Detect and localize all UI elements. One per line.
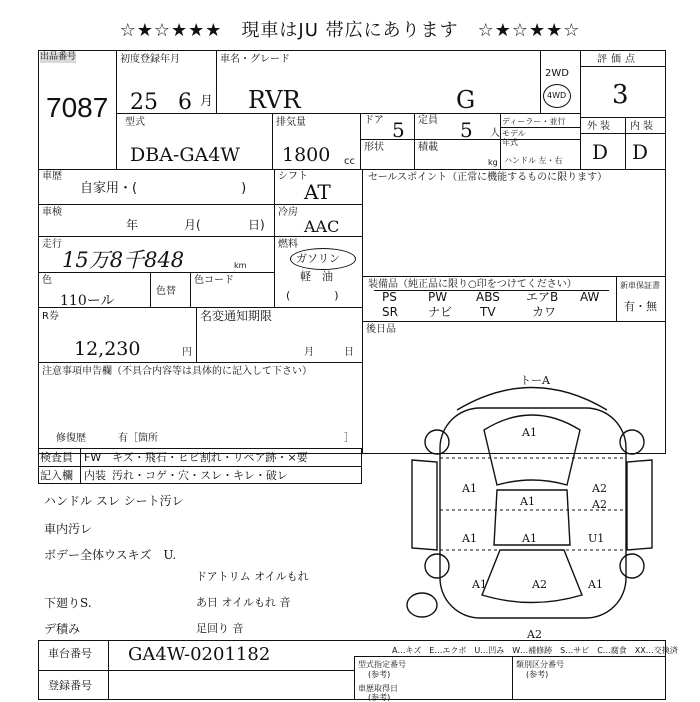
equipment-item: エアB xyxy=(526,290,559,304)
displacement-unit: cc xyxy=(344,156,355,167)
r-ken-unit: 円 xyxy=(182,347,192,358)
model-code: DBA-GA4W xyxy=(130,144,240,166)
history-value: 自家用・( ) xyxy=(80,181,247,196)
diagram-mark-rr: A1 xyxy=(588,578,603,591)
equipment-item: カワ xyxy=(532,305,557,319)
equipment-item: PS xyxy=(382,290,397,304)
drive-4wd-circle xyxy=(543,84,571,108)
diagram-mark-right-a2: A2 xyxy=(592,498,607,511)
model-year-label: モデル 年式 xyxy=(502,129,526,147)
car-name-label: 車名・グレード xyxy=(220,54,290,65)
fuel-option3: ( ) xyxy=(286,289,339,302)
doors-value: 5 xyxy=(392,118,405,142)
equipment-item: AW xyxy=(580,290,600,304)
fuel-circle xyxy=(290,248,356,270)
displacement-label: 排気量 xyxy=(276,117,306,128)
equipment-item: SR xyxy=(382,305,398,319)
registration-no-label: 登録番号 xyxy=(48,679,92,692)
recycle-label: 車歴取得日 xyxy=(358,684,398,693)
displacement-value: 1800 xyxy=(282,144,331,166)
interior-score: D xyxy=(632,140,649,164)
capacity-label: 定員 xyxy=(418,115,438,126)
r-ken-value: 12,230 xyxy=(74,338,141,360)
diagram-mark-left-door: A1 xyxy=(462,482,477,495)
model-label: 型式 xyxy=(125,117,145,128)
legend: A…キズ E…エクボ U…凹み W…補修跡 S…サビ C…腐食 XX…交換済 xyxy=(392,646,678,655)
color-change-label: 色替 xyxy=(156,286,176,297)
diagram-mark-right-door: A2 xyxy=(592,482,607,495)
sales-point-label: セールスポイント（正常に機能するものに限ります） xyxy=(368,172,608,183)
chassis-value: GA4W-0201182 xyxy=(128,644,271,665)
center-note: あ日 オイルもれ 音 xyxy=(196,596,291,609)
rear-seat-label: 後日品 xyxy=(366,324,396,335)
repair-close: ］ xyxy=(344,433,354,444)
header-banner: ☆★☆★★★ 現車はJU 帯広にあります ☆★☆★★☆ xyxy=(119,20,581,41)
shape-label: 形状 xyxy=(364,142,384,153)
load-label: 積載 xyxy=(418,142,438,153)
mileage-label: 走行 xyxy=(42,239,62,250)
name-change-day: 日 xyxy=(344,347,354,358)
category-label: 類別区分番号 xyxy=(516,660,564,669)
repair-value: 有［箇所 xyxy=(118,433,158,444)
fuel-option1: ガソリン xyxy=(296,252,340,265)
equipment-item: PW xyxy=(428,290,448,304)
diagram-mark-rl: A1 xyxy=(472,578,487,591)
repair-label: 修復歴 xyxy=(56,433,86,444)
fuel-label: 燃料 xyxy=(278,239,298,250)
handwritten-note: デ積み xyxy=(44,622,81,636)
diagram-mark-right-rear: U1 xyxy=(588,532,605,545)
chassis-label: 車台番号 xyxy=(48,647,92,660)
recycle-sub: (参考) xyxy=(368,693,391,702)
color-value: 110ール xyxy=(60,293,115,309)
capacity-unit: 人 xyxy=(490,128,500,139)
cooling-label: 冷房 xyxy=(278,207,298,218)
inspection-label: 車検 xyxy=(42,207,62,218)
registration-label: 初度登録年月 xyxy=(120,54,180,65)
diagram-mark-bumper: A2 xyxy=(527,628,542,640)
equipment-item: TV xyxy=(480,305,496,319)
center-note: ドアトリム オイルもれ xyxy=(196,570,309,583)
color-code-label: 色コード xyxy=(194,275,234,286)
model-spec-label: 型式指定番号 xyxy=(358,660,406,669)
exterior-score: D xyxy=(592,140,609,164)
dealer-label: ディーラー・並行 xyxy=(502,117,566,126)
mileage-unit: km xyxy=(234,261,247,270)
fw-items: キズ・飛石・ヒビ割れ・リペア跡・×要 xyxy=(112,451,308,464)
equipment-item: ABS xyxy=(476,290,500,304)
lot-label: 出品番号 xyxy=(40,52,77,62)
inner-label: 内装 xyxy=(84,469,106,482)
model-spec-sub: (参考) xyxy=(368,670,391,679)
car-grade: G xyxy=(456,86,476,114)
capacity-value: 5 xyxy=(460,118,473,142)
handle-label: ハンドル 左・右 xyxy=(504,156,563,165)
inspection-day: 日) xyxy=(248,218,265,232)
equipment-label: 装備品（純正品に限り○印をつけてください） xyxy=(368,279,577,290)
handwritten-note: ボデー全体ウスキズ U. xyxy=(44,548,177,562)
drive-2wd: 2WD xyxy=(545,68,569,79)
car-diagram xyxy=(392,370,672,640)
name-change-label: 名変通知期限 xyxy=(200,309,273,323)
notes-label: 注意事項申告欄（不具合内容等は具体的に記入して下さい） xyxy=(42,366,312,377)
name-change-month: 月 xyxy=(304,347,314,358)
rating-label: 評価点 xyxy=(597,54,639,65)
diagram-mark-left-rear: A1 xyxy=(462,532,477,545)
drive-4wd: 4WD xyxy=(547,91,567,100)
r-ken-label: R券 xyxy=(42,311,59,322)
shift-value: AT xyxy=(304,180,331,204)
load-unit: kg xyxy=(488,158,498,167)
registration-month: 6 xyxy=(178,90,192,115)
category-sub: (参考) xyxy=(526,670,549,679)
center-note: 足回り 音 xyxy=(196,622,244,635)
lot-number: 7087 xyxy=(46,92,109,123)
inspection-month: 月( xyxy=(184,218,201,232)
warranty-label: 新車保証書 xyxy=(620,281,660,290)
exterior-label: 外装 xyxy=(587,121,613,132)
diagram-mark-tail: A2 xyxy=(532,578,547,591)
car-name: RVR xyxy=(248,86,301,114)
diagram-mark-hood: A1 xyxy=(522,426,537,439)
inspection-year: 年 xyxy=(126,218,139,232)
mileage-value: 15万8千848 xyxy=(62,248,185,272)
color-label: 色 xyxy=(42,275,52,286)
shift-label: シフト xyxy=(278,171,308,182)
cooling-value: AAC xyxy=(304,217,340,236)
rating-score: 3 xyxy=(612,80,629,110)
diagram-mark-trunk: A1 xyxy=(522,532,537,545)
registration-month-unit: 月 xyxy=(200,94,214,109)
registration-year: 25 xyxy=(130,90,158,115)
handwritten-note: 車内汚レ xyxy=(44,522,93,536)
interior-label: 内装 xyxy=(630,121,656,132)
history-label: 車歴 xyxy=(42,171,62,182)
doors-label: ドア xyxy=(364,115,384,126)
handwritten-note: ハンドル スレ シート汚レ xyxy=(44,494,184,508)
inspector-label: 検査員 xyxy=(40,451,73,464)
entry-label: 記入欄 xyxy=(40,469,73,482)
handwritten-note: 下廻りS. xyxy=(44,596,92,610)
equipment-item: ナビ xyxy=(428,305,453,319)
warranty-value: 有・無 xyxy=(624,300,657,313)
inner-items: 汚れ・コゲ・穴・スレ・キレ・破レ xyxy=(112,469,288,482)
diagram-mark-roof: A1 xyxy=(520,495,535,508)
diagram-mark-front: トーA xyxy=(520,374,550,387)
fw-label: FW xyxy=(84,451,102,464)
fuel-option2: 軽 油 xyxy=(300,270,333,283)
